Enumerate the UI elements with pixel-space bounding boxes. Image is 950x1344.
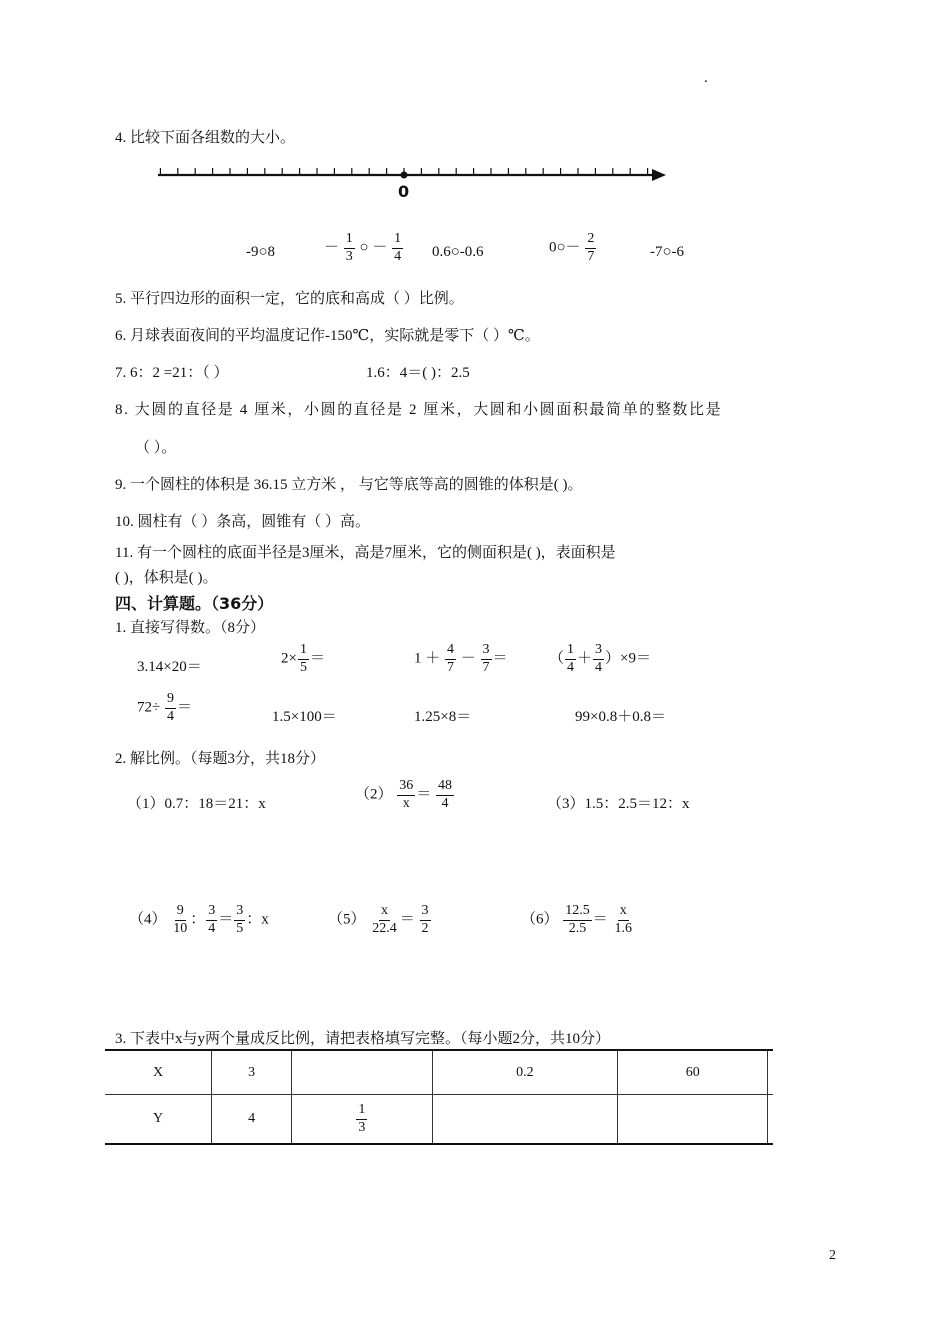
denominator: 3 bbox=[358, 1119, 366, 1135]
table-cell: 4 bbox=[212, 1095, 292, 1145]
fraction bbox=[171, 904, 189, 936]
table-cell[interactable] bbox=[292, 1050, 432, 1095]
calc-b-pre: 2× bbox=[281, 650, 297, 667]
numerator: 1 bbox=[392, 232, 403, 249]
q11-line2: ( )，体积是( )。 bbox=[115, 570, 218, 586]
denominator: 2 bbox=[421, 920, 429, 936]
table-cell: X bbox=[105, 1050, 212, 1095]
calc-c-post: ＝ bbox=[492, 650, 508, 667]
denominator: 22.4 bbox=[372, 920, 397, 936]
q4-compare-a: -9○8 bbox=[246, 244, 276, 260]
fraction bbox=[420, 904, 431, 936]
q4-compare-e: -7○-6 bbox=[650, 244, 685, 260]
denominator: 7 bbox=[482, 659, 490, 675]
numerator: 9 bbox=[175, 904, 186, 921]
denominator: 4 bbox=[394, 248, 402, 264]
calc-part3-title: 3. 下表中x与y两个量成反比例，请把表格填写完整。（每小题2分，共10分） bbox=[115, 1031, 611, 1047]
fraction bbox=[585, 232, 596, 264]
q10: 10. 圆柱有（ ）条高，圆锥有（ ）高。 bbox=[115, 514, 371, 530]
page-number: 2 bbox=[829, 1248, 836, 1263]
q4-d-pre: 0○－ bbox=[549, 239, 581, 256]
calc-item-g: 1.25×8＝ bbox=[414, 709, 472, 725]
calc-part1-title: 1. 直接写得数。（8分） bbox=[115, 620, 266, 636]
fraction bbox=[593, 643, 604, 675]
denominator: 7 bbox=[447, 659, 455, 675]
table-cell: Y bbox=[105, 1095, 212, 1145]
calc-item-b bbox=[281, 643, 325, 675]
number-line bbox=[0, 150, 950, 210]
q7-part-b: 1.6：4＝( )：2.5 bbox=[366, 365, 470, 381]
numerator: 9 bbox=[165, 692, 176, 709]
calc-item-d bbox=[549, 643, 651, 675]
numerator: 3 bbox=[234, 904, 245, 921]
p6-mid: ＝ bbox=[592, 911, 608, 928]
fraction bbox=[370, 904, 399, 936]
numerator: 36 bbox=[397, 779, 415, 796]
denominator: 2.5 bbox=[568, 920, 587, 936]
calc-part2-title: 2. 解比例。（每题3分，共18分） bbox=[115, 751, 326, 767]
calc-item-h: 99×0.8＋0.8＝ bbox=[575, 709, 666, 725]
calc-c-mid: － bbox=[460, 650, 476, 667]
denominator: 4 bbox=[595, 659, 603, 675]
q8-line2: （ ）。 bbox=[135, 440, 177, 456]
table-cell: 60 bbox=[618, 1050, 768, 1095]
q4-title: 4. 比较下面各组数的大小。 bbox=[115, 130, 296, 146]
proportion-2 bbox=[355, 779, 455, 811]
calc-item-c bbox=[414, 643, 508, 675]
section-heading-calculation: 四、计算题。（36分） bbox=[115, 594, 274, 613]
fraction bbox=[298, 643, 309, 675]
q9: 9. 一个圆柱的体积是 36.15 立方米 ， 与它等底等高的圆锥的体积是( )。 bbox=[115, 477, 583, 493]
denominator: 4 bbox=[166, 708, 174, 724]
calc-b-post: ＝ bbox=[309, 650, 325, 667]
fraction bbox=[234, 904, 245, 936]
numerator: 1 bbox=[298, 643, 309, 660]
q6: 6. 月球表面夜间的平均温度记作-150℃，实际就是零下（ ）℃。 bbox=[115, 328, 540, 344]
fraction bbox=[436, 779, 454, 811]
denominator: 4 bbox=[208, 920, 216, 936]
p5-pre: （5） bbox=[328, 911, 366, 928]
numerator: 2 bbox=[585, 232, 596, 249]
denominator: 1.6 bbox=[614, 920, 633, 936]
proportion-1: （1）0.7：18＝21：x bbox=[127, 796, 266, 812]
q4-b-mid: ○ － bbox=[359, 239, 388, 256]
calc-item-f: 1.5×100＝ bbox=[272, 709, 337, 725]
table-row-y bbox=[105, 1095, 773, 1145]
q4-compare-d bbox=[549, 232, 597, 264]
fraction bbox=[445, 643, 456, 675]
table-cell[interactable] bbox=[618, 1095, 768, 1145]
denominator: x bbox=[402, 795, 410, 811]
number-line-arrow bbox=[652, 169, 666, 181]
calc-item-e bbox=[137, 692, 192, 724]
calc-e-post: ＝ bbox=[176, 699, 192, 716]
q4-b-pre: － bbox=[324, 239, 340, 256]
inverse-proportion-table bbox=[105, 1049, 773, 1145]
denominator: 4 bbox=[441, 795, 449, 811]
q11-line1: 11. 有一个圆柱的底面半径是3厘米，高是7厘米，它的侧面积是( )，表面积是 bbox=[115, 545, 616, 561]
denominator: 10 bbox=[173, 920, 188, 936]
numerator: 1 bbox=[344, 232, 355, 249]
p4-eq: ＝ bbox=[218, 911, 234, 928]
fraction bbox=[356, 1103, 367, 1135]
numerator: 1 bbox=[356, 1103, 367, 1120]
table-cell: 3 bbox=[212, 1050, 292, 1095]
denominator: 4 bbox=[567, 659, 575, 675]
numerator: 3 bbox=[420, 904, 431, 921]
proportion-6 bbox=[521, 904, 635, 936]
denominator: 5 bbox=[236, 920, 244, 936]
table-cell[interactable] bbox=[768, 1095, 773, 1145]
proportion-3: （3）1.5：2.5＝12：x bbox=[547, 796, 690, 812]
numerator: 12.5 bbox=[563, 904, 592, 921]
calc-d-post: ）×9＝ bbox=[605, 650, 651, 667]
fraction bbox=[392, 232, 403, 264]
denominator: 5 bbox=[299, 659, 307, 675]
fraction bbox=[206, 904, 217, 936]
q4-compare-c: 0.6○-0.6 bbox=[432, 244, 484, 260]
numerator: x bbox=[379, 904, 390, 921]
q4-compare-b bbox=[324, 232, 404, 264]
proportion-5 bbox=[328, 904, 432, 936]
calc-e-pre: 72÷ bbox=[137, 699, 161, 716]
p5-mid: ＝ bbox=[399, 911, 415, 928]
calc-c-pre: 1 ＋ bbox=[414, 650, 441, 667]
numerator: 3 bbox=[593, 643, 604, 660]
q8-line1: 8. 大圆的直径是 4 厘米，小圆的直径是 2 厘米，大圆和小圆面积最简单的整数比是 bbox=[115, 402, 723, 418]
numerator: 3 bbox=[481, 643, 492, 660]
fraction bbox=[344, 232, 355, 264]
fraction bbox=[397, 779, 415, 811]
p4-pre: （4） bbox=[129, 911, 167, 928]
p2-pre: （2） bbox=[355, 786, 393, 803]
table-cell[interactable] bbox=[768, 1050, 773, 1095]
proportion-4 bbox=[129, 904, 269, 936]
p4-colon: ： bbox=[190, 911, 206, 928]
denominator: 7 bbox=[587, 248, 595, 264]
q5: 5. 平行四边形的面积一定，它的底和高成（ ）比例。 bbox=[115, 291, 464, 307]
numerator: 48 bbox=[436, 779, 454, 796]
p6-pre: （6） bbox=[521, 911, 559, 928]
numerator: 3 bbox=[206, 904, 217, 921]
calc-item-a: 3.14×20＝ bbox=[137, 659, 202, 675]
table-cell bbox=[292, 1095, 432, 1145]
table-row-x bbox=[105, 1050, 773, 1095]
calc-d-pre: （ bbox=[549, 650, 565, 667]
fraction bbox=[613, 904, 635, 936]
numerator: 1 bbox=[565, 643, 576, 660]
numerator: x bbox=[618, 904, 629, 921]
number-line-zero-label: 0 bbox=[398, 182, 410, 201]
denominator: 3 bbox=[345, 248, 353, 264]
table-cell: 0.2 bbox=[432, 1050, 617, 1095]
fraction bbox=[165, 692, 176, 724]
q7-part-a: 7. 6：2 =21：（ ） bbox=[115, 365, 229, 381]
fraction bbox=[481, 643, 492, 675]
table-cell[interactable] bbox=[432, 1095, 617, 1145]
p2-mid: ＝ bbox=[416, 786, 432, 803]
fraction bbox=[563, 904, 592, 936]
calc-d-mid: ＋ bbox=[577, 650, 593, 667]
numerator: 4 bbox=[445, 643, 456, 660]
top-dot: . bbox=[704, 70, 708, 86]
number-line-origin-dot bbox=[401, 172, 408, 179]
fraction bbox=[565, 643, 576, 675]
p4-post: ：x bbox=[246, 911, 269, 928]
